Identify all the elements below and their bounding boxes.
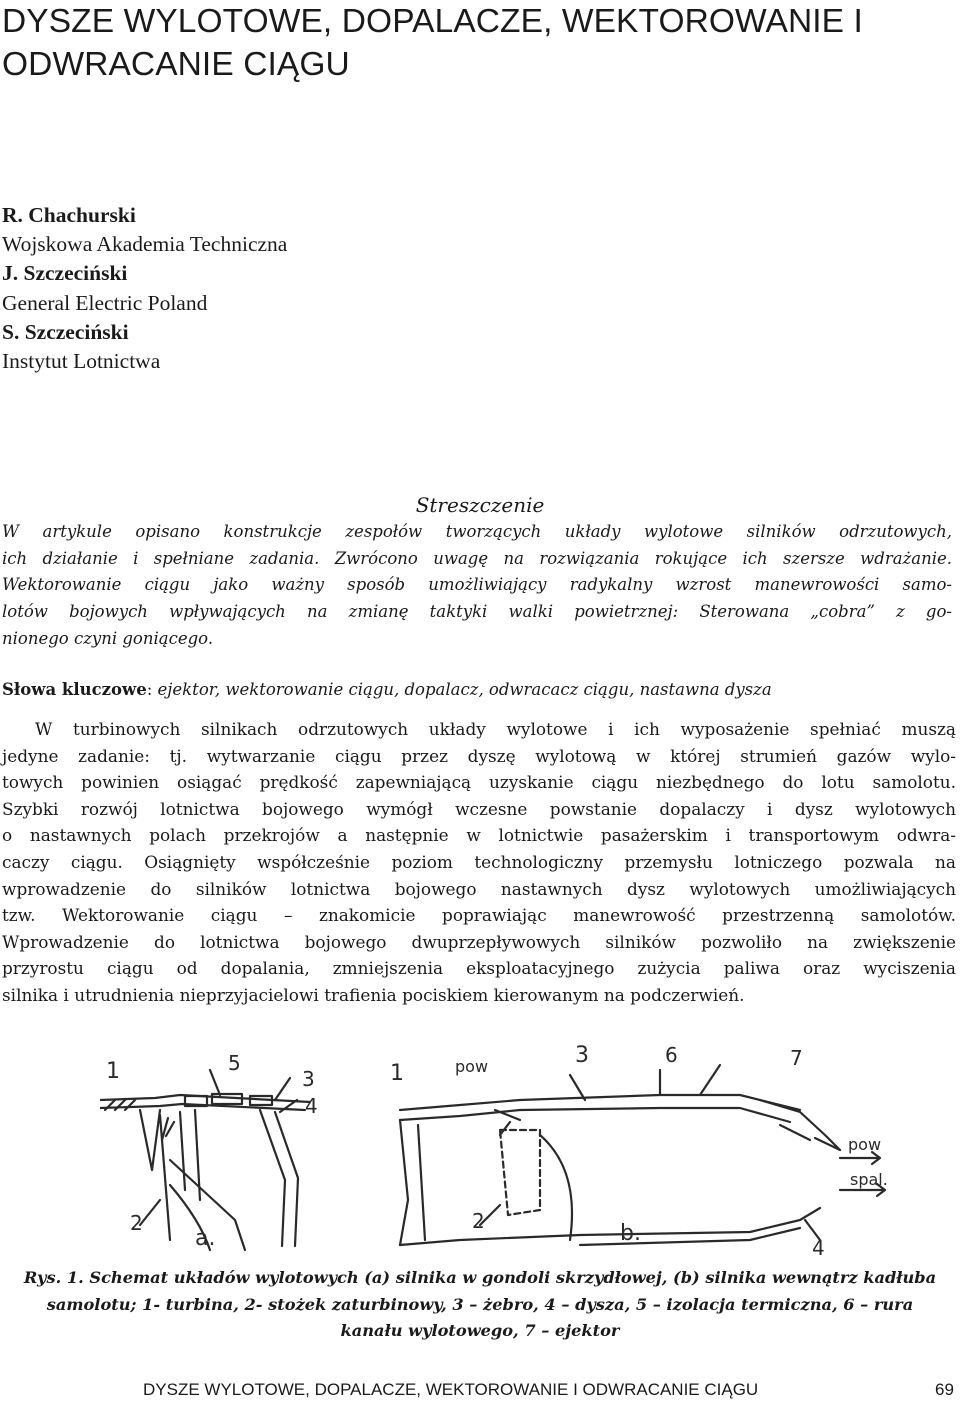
figure-label: 4 (305, 1094, 318, 1118)
figure-caption (0, 1265, 960, 1345)
abstract-line: W artykule opisano konstrukcje zespołów tworzących układy wylotowe silników odrzutowych, (2, 522, 952, 541)
figure-label: 4 (812, 1236, 825, 1260)
figure-label: 1 (390, 1061, 404, 1086)
caption-line: samolotu; 1- turbina, 2- stożek zaturbinowy, 3 – żebro, 4 – dysza, 5 – izolacja termiczna, 6 – rura (46, 1294, 914, 1314)
abstract-line: lotów bojowych wpływających na zmianę taktyki walki powietrznej: Sterowana „cobra” z go- (2, 602, 952, 622)
body-line: o nastawnych polach przekrojów a następnie w lotnictwie pasażerskim i transportowym odwra- (2, 825, 956, 846)
body-line: towych powinien osiągać prędkość zapewniającą uzyskanie ciągu niezbędnego do lotu samolotu. (2, 772, 956, 793)
body-line: Wprowadzenie do lotnictwa bojowego dwuprzepływowych silników pozwoliło na zwiększenie (2, 931, 956, 952)
body-line: wprowadzenie do silników lotnictwa bojowego nastawnych dysz wylotowych umożliwiających (2, 878, 956, 899)
figure-label: 2 (472, 1209, 485, 1233)
abstract-text (2, 519, 952, 653)
body-paragraph (2, 716, 956, 1009)
figure-label: 1 (106, 1059, 120, 1084)
caption-line: Rys. 1. Schemat układów wylotowych (a) silnika w gondoli skrzydłowej, (b) silnika wewnątrz kadłuba (23, 1268, 937, 1287)
author-name: S. Szczeciński (2, 319, 129, 344)
body-line: Szybki rozwój lotnictwa bojowego wymógł wczesne powstanie dopalaczy i dysz wylotowych (2, 798, 956, 819)
keywords-label: Słowa kluczowe (2, 680, 147, 699)
body-line: tzw. Wektorowanie ciągu – znakomicie poprawiając manewrowość przestrzenną samolotów. (2, 905, 956, 926)
caption-line: kanału wylotowego, 7 – ejektor (340, 1321, 620, 1340)
exhaust-system-figure (100, 1040, 930, 1260)
abstract-heading: Streszczenie (415, 493, 545, 517)
figure-label: 2 (130, 1211, 143, 1235)
body-line: przyrostu ciągu od dopalania, zmniejszenia eksploatacyjnego zużycia paliwa oraz wyciszenia (2, 958, 956, 979)
keywords-line (2, 676, 952, 704)
author-block (2, 201, 602, 376)
figure-label: b. (620, 1221, 641, 1246)
abstract-line: Wektorowanie ciągu jako ważny sposób umożliwiający radykalny wzrost manewrowości samo- (2, 575, 952, 595)
figure-label: 6 (665, 1043, 678, 1067)
author-affiliation: General Electric Poland (2, 290, 208, 315)
body-line: silnika i utrudnienia nieprzyjacielowi trafienia pociskiem kierowanym na podczerwień. (2, 984, 745, 1005)
author-name: R. Chachurski (2, 203, 136, 227)
figure-label: a. (195, 1226, 216, 1251)
figure-label: spal. (850, 1170, 888, 1189)
figure-label: pow (455, 1057, 489, 1076)
figure-label: pow (848, 1135, 882, 1154)
author-affiliation: Instytut Lotnictwa (2, 349, 161, 374)
figure-label: 5 (228, 1051, 241, 1075)
figure-label: 7 (790, 1046, 803, 1070)
paper-title: DYSZE WYLOTOWE, DOPALACZE, WEKTOROWANIE I ODWRACANIE CIĄGU (2, 3, 863, 83)
figure-label: 3 (575, 1043, 589, 1068)
author-affiliation: Wojskowa Akademia Techniczna (2, 232, 288, 257)
keywords-separator: : (146, 680, 153, 699)
figure-label: 3 (302, 1067, 315, 1091)
body-line: caczy ciągu. Osiągnięty współcześnie poziom technologiczny przemysłu lotniczego pozwala na (2, 851, 956, 872)
author-name: J. Szczeciński (2, 261, 128, 286)
abstract-line: ich działanie i spełniane zadania. Zwrócono uwagę na rozwiązania rokujące ich szersze wdrażanie. (2, 548, 952, 568)
running-footer-title: DYSZE WYLOTOWE, DOPALACZE, WEKTOROWANIE I ODWRACANIE CIĄGU (143, 1380, 759, 1399)
abstract-line: nionego czyni goniącego. (2, 628, 214, 648)
body-line: W turbinowych silnikach odrzutowych układy wylotowe i ich wyposażenie spełniać muszą (35, 719, 956, 739)
body-line: jedyne zadanie: tj. wytwarzanie ciągu przez dyszę wylotową w której strumień gazów wylo- (2, 745, 956, 766)
keywords-text: ejektor, wektorowanie ciągu, dopalacz, odwracacz ciągu, nastawna dysza (152, 680, 772, 699)
page-number: 69 (935, 1380, 954, 1399)
